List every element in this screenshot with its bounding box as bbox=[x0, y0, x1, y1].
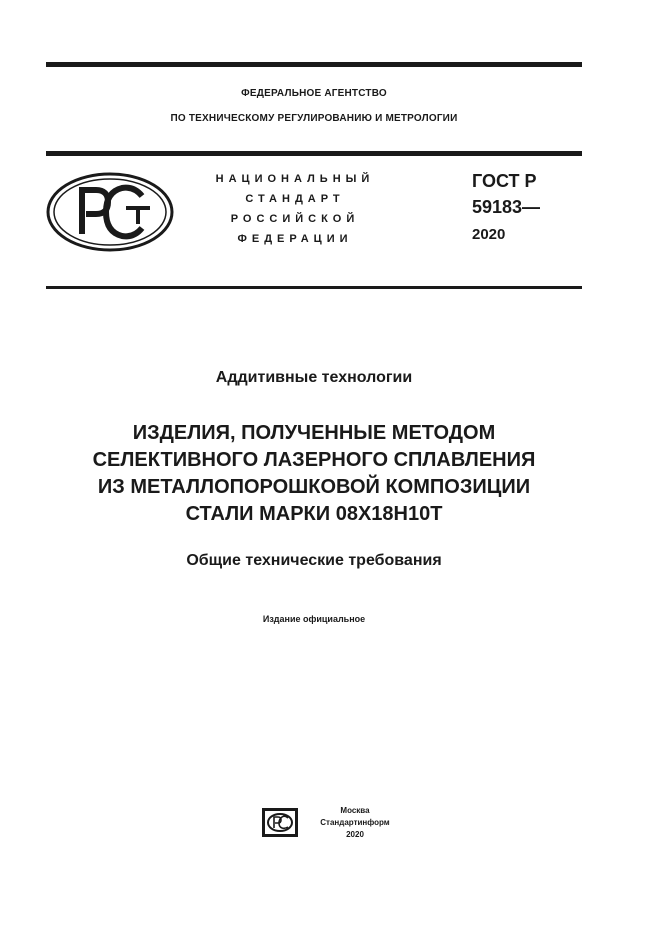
bottom-rule bbox=[46, 286, 582, 289]
document-title-line2: СЕЛЕКТИВНОГО ЛАЗЕРНОГО СПЛАВЛЕНИЯ bbox=[92, 449, 536, 471]
document-subtitle: Общие технические требования bbox=[186, 552, 442, 569]
agency-name-line1: ФЕДЕРАЛЬНОЕ АГЕНТСТВО bbox=[241, 88, 387, 99]
document-title-line3: ИЗ МЕТАЛЛОПОРОШКОВОЙ КОМПОЗИЦИИ bbox=[97, 476, 531, 498]
national-standard-line3: РОССИЙСКОЙ bbox=[230, 213, 360, 225]
national-standard-line4: ФЕДЕРАЦИИ bbox=[237, 233, 353, 245]
rst-emblem-icon bbox=[46, 172, 174, 252]
document-topic: Аддитивные технологии bbox=[215, 369, 413, 386]
middle-rule bbox=[46, 151, 582, 156]
publisher-year: 2020 bbox=[346, 830, 364, 839]
national-standard-line2: СТАНДАРТ bbox=[245, 193, 345, 205]
standard-code-number: 59183— bbox=[472, 197, 541, 217]
national-standard-line1: НАЦИОНАЛЬНЫЙ bbox=[215, 173, 375, 185]
standartinform-logo-icon bbox=[261, 807, 299, 838]
agency-name-line2: ПО ТЕХНИЧЕСКОМУ РЕГУЛИРОВАНИЮ И МЕТРОЛОГИИ bbox=[170, 113, 458, 124]
standard-code-year: 2020 bbox=[472, 226, 506, 243]
publisher-name: Стандартинформ bbox=[320, 818, 390, 827]
edition-note: Издание официальное bbox=[262, 614, 366, 624]
document-title-line4: СТАЛИ МАРКИ 08Х18Н10Т bbox=[185, 503, 443, 525]
standard-code-prefix: ГОСТ Р bbox=[472, 171, 537, 191]
document-title-line1: ИЗДЕЛИЯ, ПОЛУЧЕННЫЕ МЕТОДОМ bbox=[132, 422, 496, 444]
top-rule bbox=[46, 62, 582, 67]
publisher-city: Москва bbox=[340, 806, 370, 815]
